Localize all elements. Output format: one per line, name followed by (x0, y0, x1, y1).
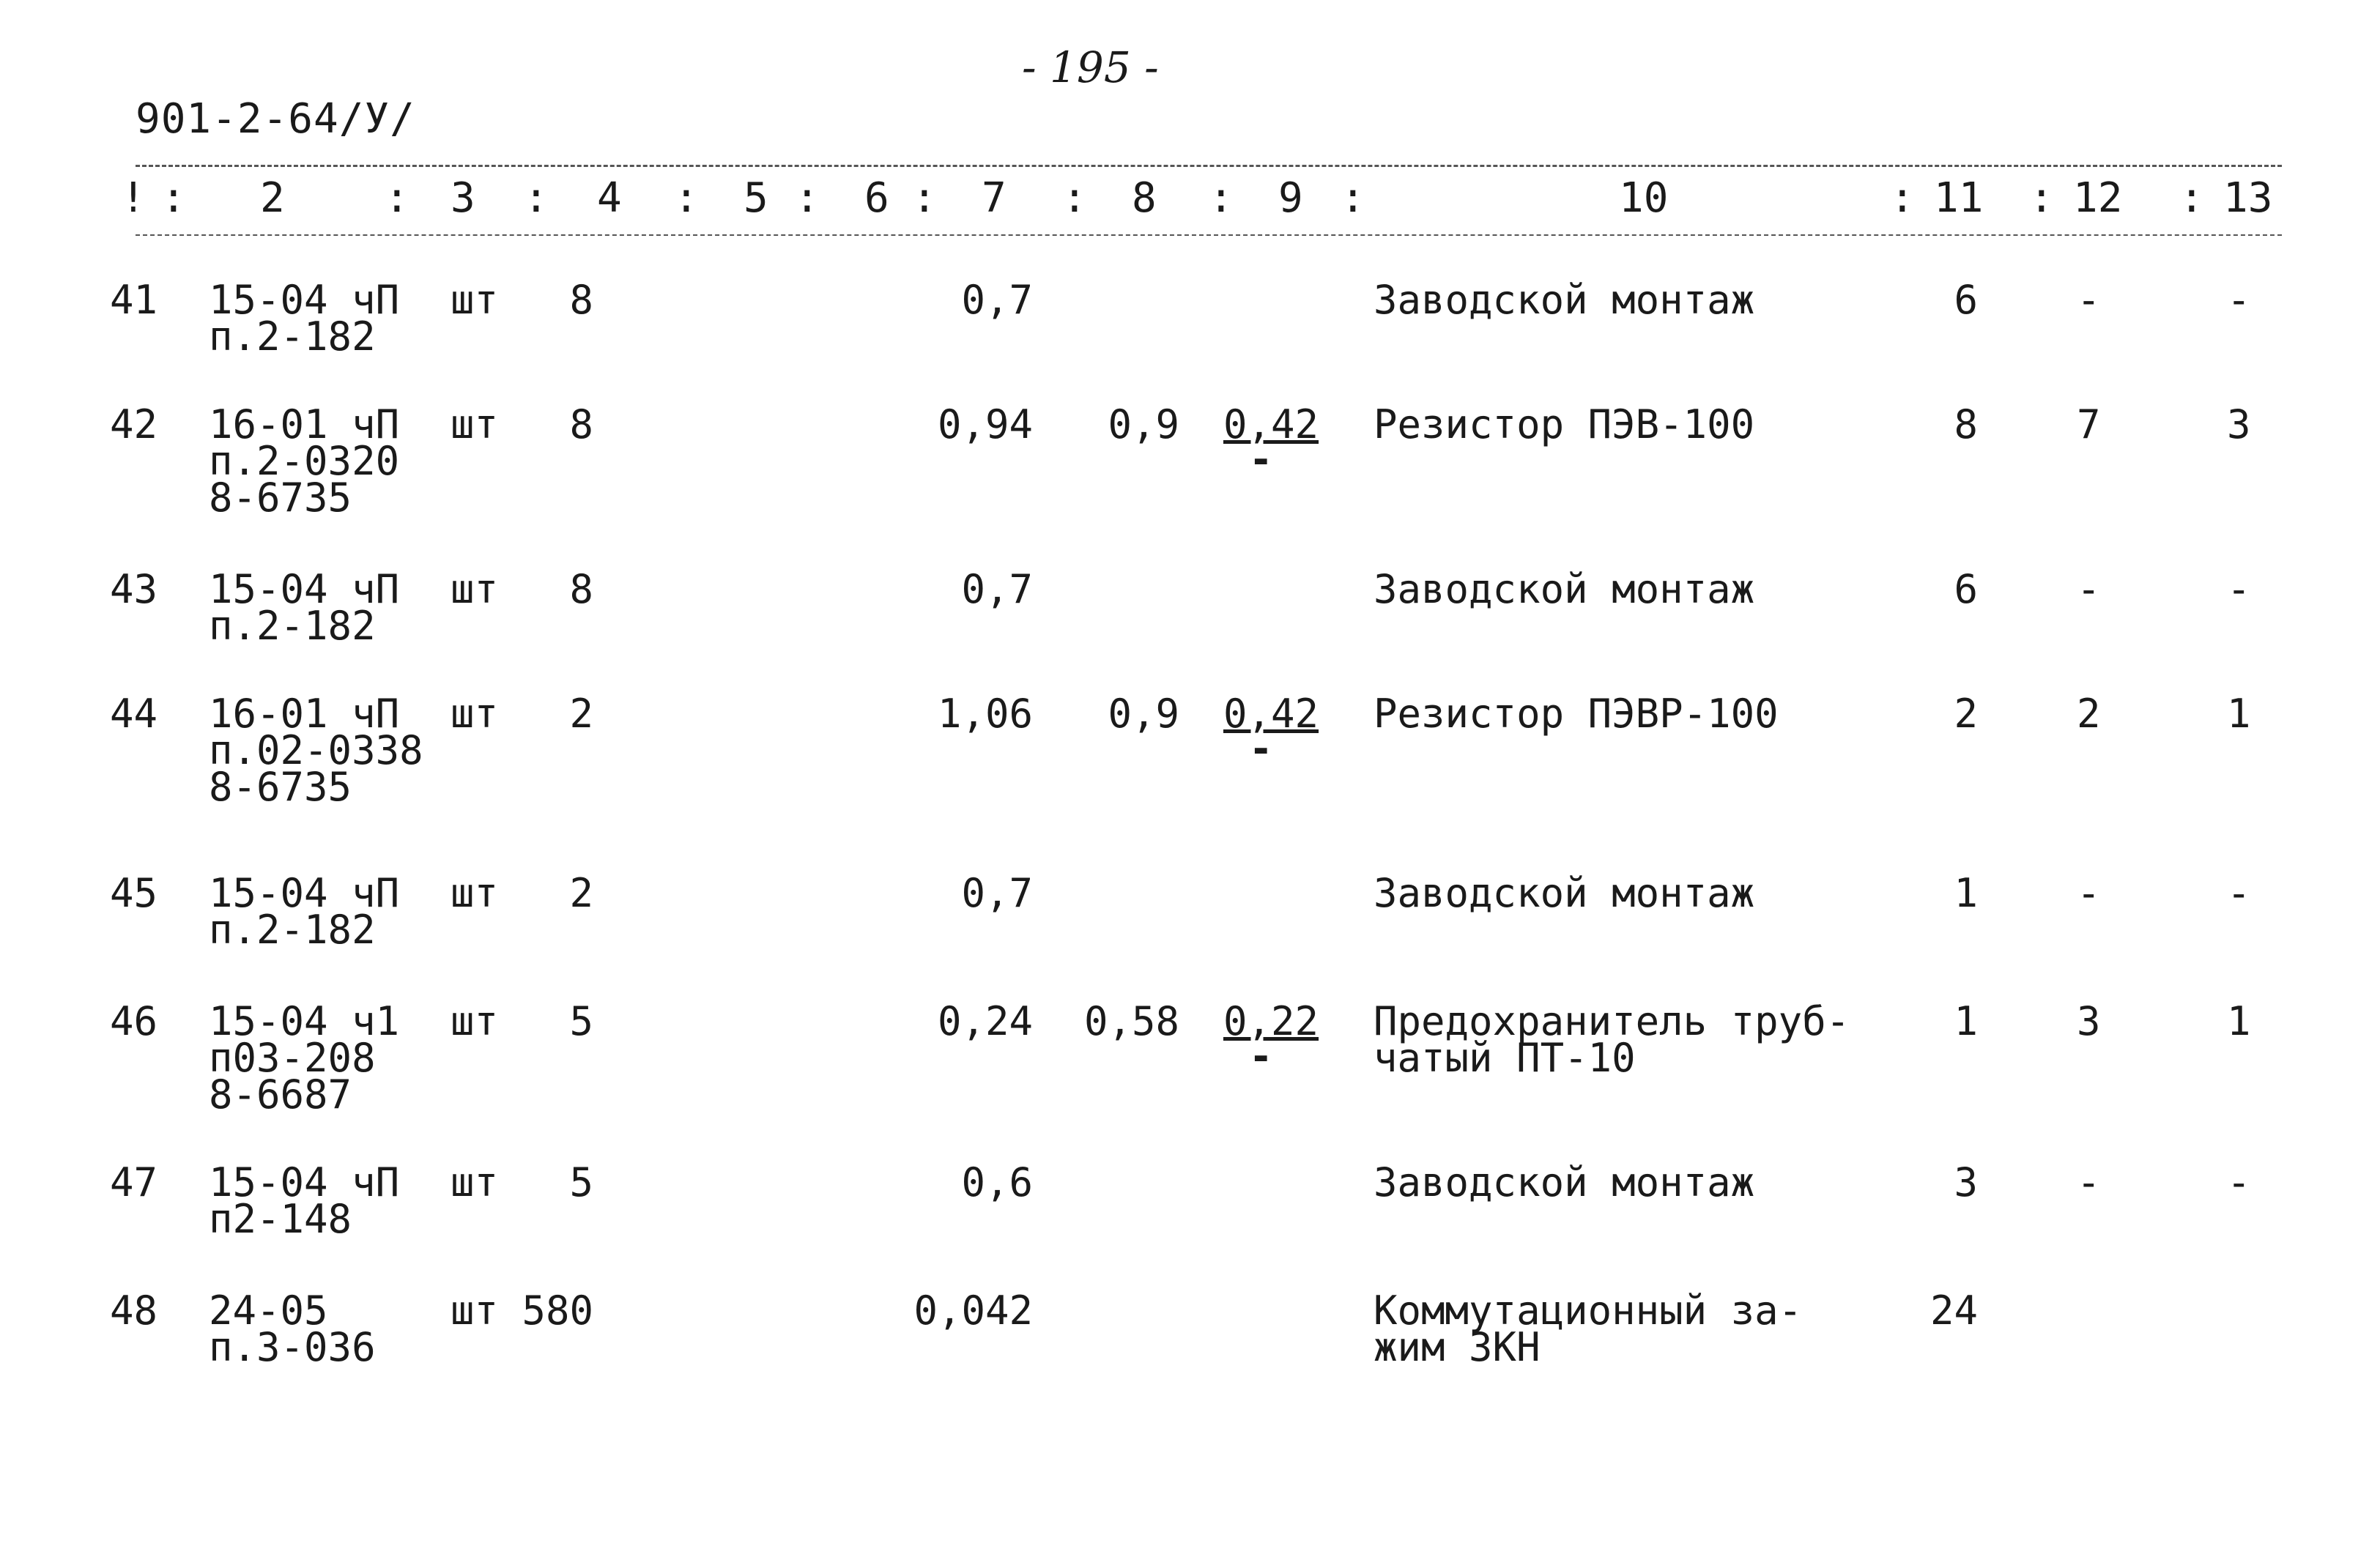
page-number: - 195 - (1022, 42, 1159, 92)
col-header-2: 2 (260, 174, 285, 222)
col9-cell: 0,42 (1223, 401, 1319, 447)
unit-cell: шт (451, 691, 499, 737)
row-number: 43 (110, 566, 158, 612)
col11-cell: 3 (1954, 1159, 1978, 1205)
quantity-cell: 8 (569, 277, 593, 323)
col-sep: : (2179, 174, 2204, 222)
col-sep: : (674, 174, 699, 222)
description-cell: Резистор ПЭВР-100 (1373, 691, 1779, 737)
quantity-cell: 2 (569, 691, 593, 737)
row-number: 41 (110, 277, 158, 323)
col11-cell: 1 (1954, 870, 1978, 916)
code-cell: 16-01 чП п.2-0320 8-6735 (209, 401, 400, 521)
quantity-cell: 8 (569, 566, 593, 612)
col-sep: : (385, 174, 409, 222)
col8-cell: 0,58 (1083, 998, 1179, 1044)
col9-subscript-mark: - (1249, 726, 1273, 772)
unit-cell: шт (451, 998, 499, 1044)
col7-cell: 0,94 (937, 401, 1033, 447)
row-number: 47 (110, 1159, 158, 1205)
col-header-9: 9 (1278, 174, 1303, 222)
col11-cell: 8 (1954, 401, 1978, 447)
col12-cell: 7 (2077, 401, 2101, 447)
col-sep: : (161, 174, 186, 222)
col13-cell: - (2227, 277, 2251, 323)
col9-cell: 0,42 (1223, 691, 1319, 737)
unit-cell: шт (451, 1159, 499, 1205)
description-cell: Резистор ПЭВ-100 (1373, 401, 1755, 447)
col7-cell: 0,24 (937, 998, 1033, 1044)
col-header-5: 5 (744, 174, 768, 222)
col-header-6: 6 (864, 174, 889, 222)
code-cell: 16-01 чП п.02-0338 8-6735 (209, 691, 423, 810)
col11-cell: 24 (1929, 1287, 1978, 1334)
col12-cell: - (2077, 1159, 2101, 1205)
description-cell: Заводской монтаж (1373, 870, 1755, 916)
col11-cell: 1 (1954, 998, 1978, 1044)
code-cell: 15-04 чП п2-148 (209, 1159, 400, 1242)
col-sep: : (1341, 174, 1365, 222)
col13-cell: 3 (2227, 401, 2251, 447)
description-cell: Заводской монтаж (1373, 277, 1755, 323)
col7-cell: 0,042 (913, 1287, 1033, 1334)
col13-cell: - (2227, 870, 2251, 916)
col-header-7: 7 (982, 174, 1007, 222)
col11-cell: 6 (1954, 277, 1978, 323)
col-sep: : (1209, 174, 1234, 222)
quantity-cell: 8 (569, 401, 593, 447)
col9-subscript-mark: - (1249, 1033, 1273, 1080)
col-header-11: 11 (1934, 174, 1984, 222)
unit-cell: шт (451, 566, 499, 612)
col-header-12: 12 (2073, 174, 2123, 222)
col13-cell: - (2227, 566, 2251, 612)
col12-cell: - (2077, 870, 2101, 916)
row-number: 45 (110, 870, 158, 916)
description-cell: Коммутационный за- жим ЗКН (1373, 1287, 1803, 1370)
row-number: 48 (110, 1287, 158, 1334)
col7-cell: 1,06 (937, 691, 1033, 737)
col-sep: : (1062, 174, 1087, 222)
col-sep: : (912, 174, 937, 222)
col12-cell: 2 (2077, 691, 2101, 737)
col-header-3: 3 (451, 174, 475, 222)
document-code: 901-2-64/У/ (136, 95, 415, 143)
description-cell: Заводской монтаж (1373, 1159, 1755, 1205)
col13-cell: 1 (2227, 691, 2251, 737)
unit-cell: шт (451, 401, 499, 447)
unit-cell: шт (451, 870, 499, 916)
code-cell: 15-04 чП п.2-182 (209, 277, 400, 360)
quantity-cell: 580 (522, 1287, 593, 1334)
col12-cell: - (2077, 277, 2101, 323)
col-header-4: 4 (597, 174, 622, 222)
col13-cell: 1 (2227, 998, 2251, 1044)
col-sep: : (1890, 174, 1915, 222)
col-header-10: 10 (1619, 174, 1669, 222)
col-header-1: ! (121, 174, 146, 222)
col7-cell: 0,7 (961, 566, 1033, 612)
row-number: 46 (110, 998, 158, 1044)
code-cell: 24-05 п.3-036 (209, 1287, 376, 1370)
description-cell: Заводской монтаж (1373, 566, 1755, 612)
quantity-cell: 2 (569, 870, 593, 916)
col13-cell: - (2227, 1159, 2251, 1205)
col8-cell: 0,9 (1108, 691, 1179, 737)
quantity-cell: 5 (569, 1159, 593, 1205)
col7-cell: 0,7 (961, 870, 1033, 916)
col12-cell: - (2077, 566, 2101, 612)
code-cell: 15-04 ч1 п03-208 8-6687 (209, 998, 400, 1118)
quantity-cell: 5 (569, 998, 593, 1044)
col-sep: : (795, 174, 820, 222)
col7-cell: 0,7 (961, 277, 1033, 323)
unit-cell: шт (451, 277, 499, 323)
col9-subscript-mark: - (1249, 436, 1273, 483)
row-number: 44 (110, 691, 158, 737)
unit-cell: шт (451, 1287, 499, 1334)
header-rule-bottom (136, 234, 2282, 236)
code-cell: 15-04 чП п.2-182 (209, 566, 400, 649)
code-cell: 15-04 чП п.2-182 (209, 870, 400, 953)
col11-cell: 2 (1954, 691, 1978, 737)
col-header-13: 13 (2223, 174, 2273, 222)
col11-cell: 6 (1954, 566, 1978, 612)
col-sep: : (2029, 174, 2054, 222)
row-number: 42 (110, 401, 158, 447)
col9-cell: 0,22 (1223, 998, 1319, 1044)
header-rule-top (136, 165, 2282, 167)
col8-cell: 0,9 (1108, 401, 1179, 447)
col12-cell: 3 (2077, 998, 2101, 1044)
col-header-8: 8 (1132, 174, 1157, 222)
col-sep: : (524, 174, 549, 222)
description-cell: Предохранитель труб- чатый ПТ-10 (1373, 998, 1850, 1081)
col7-cell: 0,6 (961, 1159, 1033, 1205)
